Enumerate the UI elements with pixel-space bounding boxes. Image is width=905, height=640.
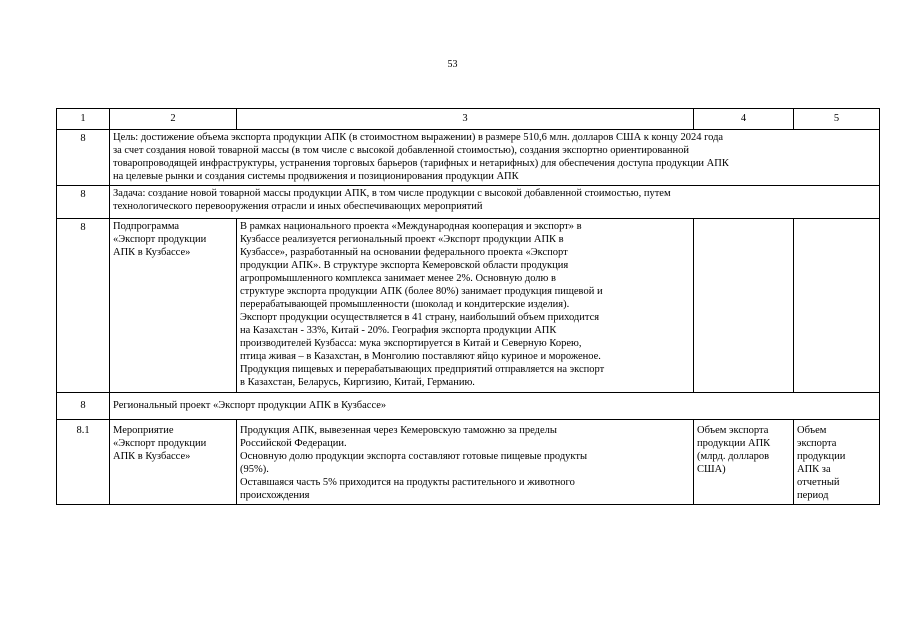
subprogram-description-line: перерабатывающей промышленности (шоколад и кондитерские изделия).	[240, 299, 570, 310]
subprogram-name	[110, 219, 237, 393]
measure-indicator-line: США)	[697, 464, 726, 475]
measure-description-line: (95%).	[240, 464, 269, 475]
subprogram-description-line: Экспорт продукции осуществляется в 41 страну, наибольший объем приходится	[240, 312, 600, 323]
measure-indicator-description-line: АПК за	[797, 464, 831, 475]
program-table	[56, 108, 880, 505]
goal-text-line: за счет создания новой товарной массы (в том числе с высокой добавленной стоимостью), создания экспортно ориентированной	[113, 145, 689, 156]
measure-name-line: АПК в Кузбассе»	[113, 451, 191, 462]
goal-text-line: на целевые рынки и создания системы продвижения и позиционирования продукции АПК	[113, 171, 519, 182]
subprogram-description-line: Кузбассе», разработанный на основании федерального проекта «Экспорт	[240, 247, 568, 258]
goal-text-line: Цель: достижение объема экспорта продукции АПК (в стоимостном выражении) в размере 510,6 млн. долларов США к концу 2024 года	[113, 132, 724, 143]
measure-indicator-description-line: продукции	[797, 451, 846, 462]
measure-indicator-line: Объем экспорта	[697, 425, 769, 436]
measure-indicator	[694, 420, 794, 505]
subprogram-row-number: 8	[57, 219, 110, 393]
subprogram-row	[57, 219, 880, 393]
task-row-number: 8	[57, 186, 110, 219]
column-header-5: 5	[794, 109, 880, 130]
subprogram-description-line: Кузбассе реализуется региональный проект «Экспорт продукции АПК в	[240, 234, 564, 245]
measure-description-line: Продукция АПК, вывезенная через Кемеровскую таможню за пределы	[240, 425, 557, 436]
goal-row-number: 8	[57, 130, 110, 186]
measure-name-line: Мероприятие	[113, 425, 174, 436]
measure-description	[237, 420, 694, 505]
measure-name-line: «Экспорт продукции	[113, 438, 207, 449]
goal-text-line: товаропроводящей инфраструктуры, устранения торговых барьеров (тарифных и нетарифных) для обеспечения доступа продукции АПК	[113, 158, 729, 169]
measure-indicator-description-line: отчетный	[797, 477, 840, 488]
measure-indicator-description	[794, 420, 880, 505]
subprogram-description-line: производителей Кузбасса: мука экспортируется в Китай и Северную Корею,	[240, 338, 582, 349]
goal-text	[110, 130, 880, 186]
subprogram-description-line: в Казахстан, Беларусь, Киргизию, Китай, Германию.	[240, 377, 475, 388]
subprogram-name-line: Подпрограмма	[113, 221, 180, 232]
subprogram-description	[237, 219, 694, 393]
task-text	[110, 186, 880, 219]
regional-project-text: Региональный проект «Экспорт продукции АПК в Кузбассе»	[110, 393, 880, 420]
subprogram-description-line: на Казахстан - 33%, Китай - 20%. География экспорта продукции АПК	[240, 325, 557, 336]
subprogram-description-line: Продукция пищевых и перерабатывающих предприятий отправляется на экспорт	[240, 364, 605, 375]
measure-description-line: происхождения	[240, 490, 310, 501]
measure-description-line: Основную долю продукции экспорта составляют готовые пищевые продукты	[240, 451, 588, 462]
measure-description-line: Оставшаяся часть 5% приходится на продукты растительного и животного	[240, 477, 575, 488]
subprogram-indicator-cell	[694, 219, 794, 393]
measure-row	[57, 420, 880, 505]
column-header-2: 2	[110, 109, 237, 130]
column-header-4: 4	[694, 109, 794, 130]
goal-row	[57, 130, 880, 186]
subprogram-name-line: «Экспорт продукции	[113, 234, 207, 245]
subprogram-description-line: продукции АПК». В структуре экспорта Кемеровской области продукция	[240, 260, 569, 271]
measure-indicator-description-line: период	[797, 490, 829, 501]
measure-indicator-description-line: Объем	[797, 425, 827, 436]
subprogram-name-line: АПК в Кузбассе»	[113, 247, 191, 258]
subprogram-description-line: агропромышленного комплекса занимает менее 2%. Основную долю в	[240, 273, 556, 284]
task-text-line: Задача: создание новой товарной массы продукции АПК, в том числе продукции с высокой добавленной стоимостью, путем	[113, 188, 671, 199]
measure-description-line: Российской Федерации.	[240, 438, 347, 449]
table-header-row	[57, 109, 880, 130]
regional-project-row-number: 8	[57, 393, 110, 420]
subprogram-description-line: В рамках национального проекта «Международная кооперация и экспорт» в	[240, 221, 582, 232]
measure-row-number: 8.1	[57, 420, 110, 505]
subprogram-description-line: птица живая – в Казахстан, в Монголию поставляют яйцо куриное и мороженое.	[240, 351, 601, 362]
subprogram-indicator-desc-cell	[794, 219, 880, 393]
task-row	[57, 186, 880, 219]
measure-indicator-description-line: экспорта	[797, 438, 837, 449]
task-text-line: технологического перевооружения отрасли и иных обеспечивающих мероприятий	[113, 201, 483, 212]
regional-project-row	[57, 393, 880, 420]
measure-name	[110, 420, 237, 505]
column-header-3: 3	[237, 109, 694, 130]
column-header-1: 1	[57, 109, 110, 130]
subprogram-description-line: структуре экспорта продукции АПК (более 80%) занимает продукция пищевой и	[240, 286, 603, 297]
measure-indicator-line: (млрд. долларов	[697, 451, 770, 462]
measure-indicator-line: продукции АПК	[697, 438, 771, 449]
page-number: 53	[447, 59, 458, 70]
